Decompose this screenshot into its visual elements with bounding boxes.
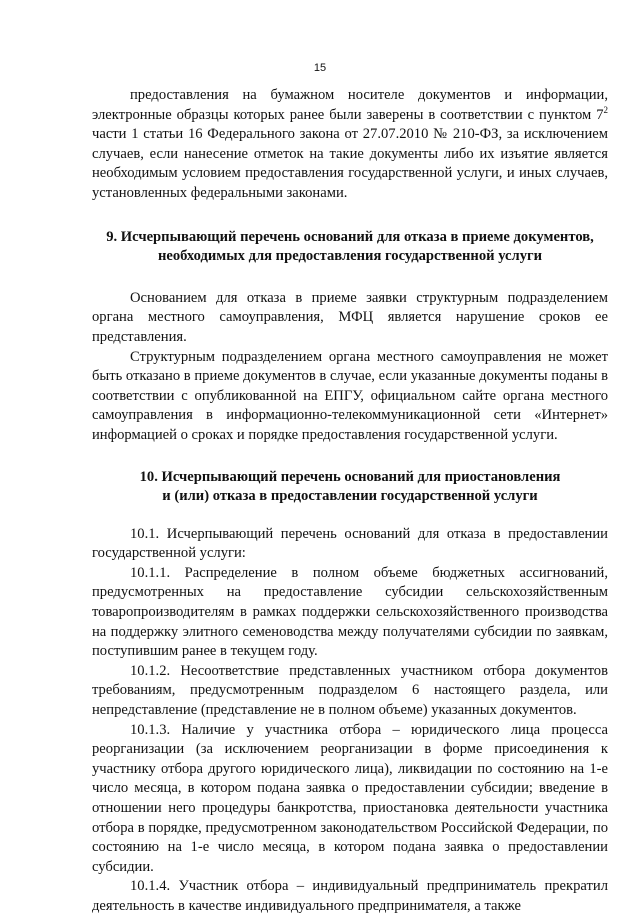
section-10-heading-line1: 10. Исчерпывающий перечень оснований для приостановления — [139, 468, 561, 485]
section-10-heading — [92, 468, 608, 507]
section-10-heading-line2: и (или) отказа в предоставлении государственной услуги — [162, 488, 538, 505]
clause-10-1: 10.1. Исчерпывающий перечень оснований для отказа в предоставлении государственной услуги: — [92, 525, 608, 562]
section-9-heading-line2: необходимых для предоставления государственной услуги — [157, 248, 543, 265]
intro-text-part2: части 1 статьи 16 Федерального закона от 27.07.2010 № 210-ФЗ, за исключением случаев, если нанесение отметок на такие документы либо их изъятие является необходимым условием предоставления государственной услуги, и иных случаев, установленных федеральными законами. — [92, 126, 608, 201]
intro-superscript: 2 — [603, 104, 608, 115]
intro-text-part1: предоставления на бумажном носителе документов и информации, электронные образцы которых ранее были заверены в соответствии с пунктом 7 — [92, 87, 608, 123]
document-body — [92, 86, 608, 917]
clause-10-1-2: 10.1.2. Несоответствие представленных участником отбора документов требованиям, предусмотренным подразделом 6 настоящего раздела, или непредставление (представление не в полном объеме) указанных документов. — [92, 662, 608, 719]
section-9-paragraph-1: Основанием для отказа в приеме заявки структурным подразделением органа местного самоуправления, МФЦ является нарушение сроков ее представления. — [92, 289, 608, 345]
section-9-heading — [92, 228, 608, 267]
clause-10-1-1: 10.1.1. Распределение в полном объеме бюджетных ассигнований, предусмотренных на предоставление субсидии сельскохозяйственным товаропроизводителям в рамках поддержки сельскохозяйственного производства на поддержку элитного семеноводства между получателями субсидии по заявкам, поступившим ранее в текущем году. — [92, 564, 608, 660]
section-9-paragraph-2: Структурным подразделением органа местного самоуправления не может быть отказано в приеме документов в случае, если указанные документы поданы в соответствии с опубликованной на ЕПГУ, официальном сайте органа местного самоуправления в информационно-телекоммуникационной сети «Интернет» информацией о сроках и порядке предоставления государственной услуги. — [92, 348, 608, 443]
clause-10-1-4: 10.1.4. Участник отбора – индивидуальный предприниматель прекратил деятельность в качестве индивидуального предпринимателя, а также — [92, 878, 608, 914]
page-number: 15 — [313, 62, 327, 74]
section-9-heading-line1: 9. Исчерпывающий перечень оснований для отказа в приеме документов, — [106, 228, 594, 245]
intro-paragraph — [92, 86, 608, 204]
clause-10-1-3: 10.1.3. Наличие у участника отбора – юридического лица процесса реорганизации (за исключением реорганизации в форме присоединения к участнику отбора другого юридического лица), ликвидации по состоянию на 1-е число месяца, в котором подана заявка о предоставлении субсидии; введение в отношении него процедуры банкротства, приостановка деятельности участника отбора в порядке, предусмотренном законодательством Российской Федерации, по состоянию на 1-е число месяца, в котором подана заявка о предоставлении субсидии. — [92, 721, 608, 875]
